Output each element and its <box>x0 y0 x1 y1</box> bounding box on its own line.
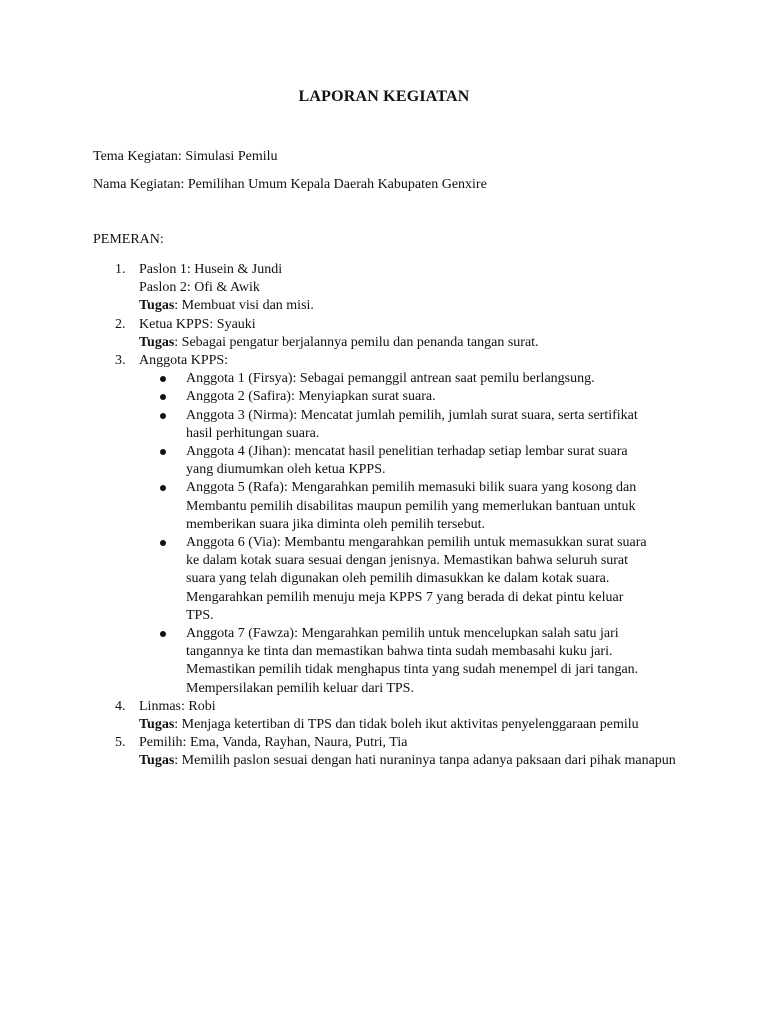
list-item-text: Paslon 1: Husein & Jundi <box>139 262 283 277</box>
nama-kegiatan: Nama Kegiatan: Pemilihan Umum Kepala Daerah Kabupaten Genxire <box>93 177 487 192</box>
anggota-item <box>139 370 648 388</box>
tugas-label: Tugas <box>139 298 175 314</box>
anggota-text: Anggota 2 (Safira): Menyiapkan surat suara. <box>186 389 436 405</box>
tugas-text: : Membuat visi dan misi. <box>174 298 314 314</box>
list-item <box>93 698 693 734</box>
anggota-list <box>139 370 693 698</box>
list-item-number: 4. <box>115 698 126 714</box>
list-item-text: Ketua KPPS: Syauki <box>139 316 256 332</box>
bullet-icon <box>160 449 166 455</box>
tugas-text: : Memilih paslon sesuai dengan hati nuraninya tanpa adanya paksaan dari pihak manapun <box>174 753 676 769</box>
pemeran-heading: PEMERAN: <box>93 232 164 247</box>
list-item-number: 5. <box>115 735 126 751</box>
tugas-line <box>139 716 693 734</box>
anggota-text: Anggota 3 (Nirma): Mencatat jumlah pemilih, jumlah surat suara, serta sertifikat hasil perhitungan suara. <box>186 407 638 441</box>
anggota-item <box>139 407 648 443</box>
list-item <box>93 734 693 770</box>
anggota-item <box>139 625 648 698</box>
anggota-item <box>139 534 648 625</box>
anggota-item <box>139 388 648 406</box>
bullet-icon <box>160 485 166 491</box>
document-title: LAPORAN KEGIATAN <box>298 88 470 105</box>
bullet-icon <box>160 394 166 400</box>
anggota-text: Anggota 6 (Via): Membantu mengarahkan pemilih untuk memasukkan surat suara ke dalam kotak suara sesuai dengan jenisnya. Memastikan bahwa seluruh surat suara yang telah digunakan oleh pemilih dimasukkan ke dalam kotak suara. Mengarahkan pemilih menuju meja KPPS 7 yang berada di dekat pintu keluar TPS. <box>186 535 647 623</box>
list-item <box>93 352 693 698</box>
tugas-text: : Sebagai pengatur berjalannya pemilu dan penanda tangan surat. <box>174 334 539 350</box>
list-item <box>93 316 693 352</box>
tugas-label: Tugas <box>139 753 175 769</box>
tugas-line <box>139 752 693 770</box>
tugas-label: Tugas <box>139 717 175 733</box>
anggota-text: Anggota 1 (Firsya): Sebagai pemanggil antrean saat pemilu berlangsung. <box>186 371 595 387</box>
tugas-line <box>139 297 693 315</box>
list-item-number: 1. <box>115 262 126 277</box>
list-item-number: 2. <box>115 316 126 332</box>
list-item-text: Linmas: Robi <box>139 698 216 714</box>
tugas-text: : Menjaga ketertiban di TPS dan tidak boleh ikut aktivitas penyelenggaraan pemilu <box>174 717 639 733</box>
anggota-text: Anggota 4 (Jihan): mencatat hasil penelitian terhadap setiap lembar surat suara yang diumumkan oleh ketua KPPS. <box>186 444 628 478</box>
anggota-text: Anggota 5 (Rafa): Mengarahkan pemilih memasuki bilik suara yang kosong dan Membantu pemilih disabilitas maupun pemilih yang memerlukan bantuan untuk memberikan suara jika diminta oleh pemilih tersebut. <box>186 480 637 532</box>
list-item-text: Paslon 2: Ofi & Awik <box>139 280 260 296</box>
tugas-label: Tugas <box>139 334 175 350</box>
list-item-text: Pemilih: Ema, Vanda, Rayhan, Naura, Putri, Tia <box>139 735 408 751</box>
tugas-line <box>139 334 693 352</box>
list-item <box>93 261 693 316</box>
bullet-icon <box>160 631 166 637</box>
list-item-text: Anggota KPPS: <box>139 353 229 369</box>
bullet-icon <box>160 540 166 546</box>
anggota-item <box>139 443 648 479</box>
list-item-number: 3. <box>115 353 126 369</box>
bullet-icon <box>160 376 166 382</box>
tema-kegiatan: Tema Kegiatan: Simulasi Pemilu <box>93 149 278 164</box>
anggota-text: Anggota 7 (Fawza): Mengarahkan pemilih untuk mencelupkan salah satu jari tangannya ke tinta dan memastikan bahwa tinta sudah membasahi kuku jari. Memastikan pemilih tidak menghapus tinta yang sudah menempel di jari tangan. Mempersilakan pemilih keluar dari TPS. <box>186 626 639 696</box>
bullet-icon <box>160 413 166 419</box>
anggota-item <box>139 479 648 534</box>
pemeran-list <box>93 261 693 771</box>
